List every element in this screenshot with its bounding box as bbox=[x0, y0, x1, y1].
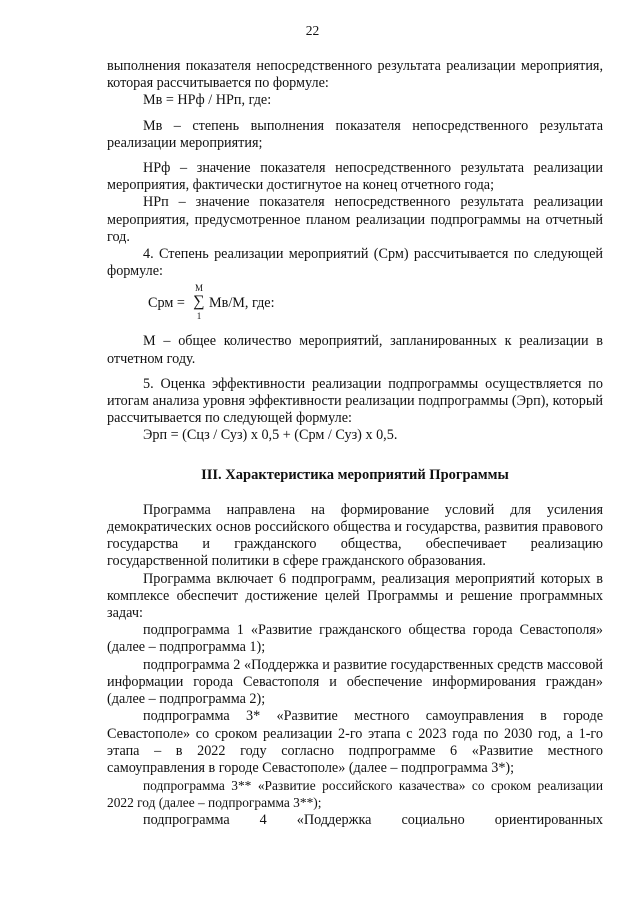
subprogram-4: подпрограмма 4 «Поддержка социально ориентированных bbox=[143, 811, 603, 828]
paragraph-continuation: выполнения показателя непосредственного результата реализации мероприятия, которая рассчитывается по формуле: bbox=[107, 58, 603, 92]
sum-lower-limit: 1 bbox=[196, 311, 202, 322]
section-heading: III. Характеристика мероприятий Программы bbox=[201, 466, 509, 483]
sum-upper-limit: М bbox=[194, 283, 203, 294]
paragraph-mv-definition: Мв – степень выполнения показателя непосредственного результата реализации мероприятия; bbox=[107, 117, 603, 151]
paragraph-nrf-definition: НРф – значение показателя непосредственного результата реализации мероприятия, фактически достигнутое на конец отчетного года; bbox=[107, 160, 603, 194]
subprogram-1: подпрограмма 1 «Развитие гражданского общества города Севастополя» (далее – подпрограмма 1); bbox=[107, 622, 603, 656]
subprogram-2: подпрограмма 2 «Поддержка и развитие государственных средств массовой информации города Севастополя и обеспечение информирования граждан» (далее – подпрограмма 2); bbox=[107, 656, 603, 708]
formula-srm bbox=[107, 283, 603, 325]
subprogram-3-double-star: подпрограмма 3** «Развитие российского казачества» со сроком реализации 2022 год (далее – подпрограмма 3**); bbox=[107, 778, 603, 811]
paragraph-nrp-definition: НРп – значение показателя непосредственного результата реализации мероприятия, предусмотренное планом реализации подпрограммы на отчетный год. bbox=[107, 194, 603, 245]
paragraph-point-5: 5. Оценка эффективности реализации подпрограммы осуществляется по итогам анализа уровня эффективности реализации подпрограммы (Эрп), который рассчитывается по следующей формуле: bbox=[107, 375, 603, 427]
paragraph-program-includes: Программа включает 6 подпрограмм, реализация мероприятий которых в комплексе обеспечит достижение целей Программы и решение программных задач: bbox=[107, 570, 603, 622]
sum-symbol: ∑ bbox=[193, 293, 205, 311]
paragraph-m-definition: М – общее количество мероприятий, запланированных к реализации в отчетном году. bbox=[107, 333, 603, 367]
formula-erp: Эрп = (Сцз / Суз) х 0,5 + (Срм / Суз) х 0,5. bbox=[143, 427, 398, 444]
paragraph-program-aim: Программа направлена на формирование условий для усиления демократических основ российского общества и государства, развития правового государства и гражданского общества, обеспечивает реализацию государственной политики в сфере гражданского образования. bbox=[107, 501, 603, 570]
formula-srm-rhs: Мв/М, где: bbox=[209, 295, 275, 312]
formula-mv: Мв = НРф / НРп, где: bbox=[143, 92, 272, 109]
sum-operator bbox=[191, 283, 207, 321]
paragraph-point-4: 4. Степень реализации мероприятий (Срм) рассчитывается по следующей формуле: bbox=[107, 246, 603, 280]
subprogram-3-star: подпрограмма 3* «Развитие местного самоуправления в городе Севастополе» со сроком реализации 2-го этапа с 2023 года по 2030 год, а 1-го этапа – в 2022 году согласно подпрограмме 6 «Развитие местного самоуправления в городе Севастополе» (далее – подпрограмма 3*); bbox=[107, 708, 603, 776]
document-body bbox=[107, 58, 603, 829]
page-number: 22 bbox=[305, 23, 320, 38]
formula-srm-lhs: Срм = bbox=[148, 295, 185, 312]
